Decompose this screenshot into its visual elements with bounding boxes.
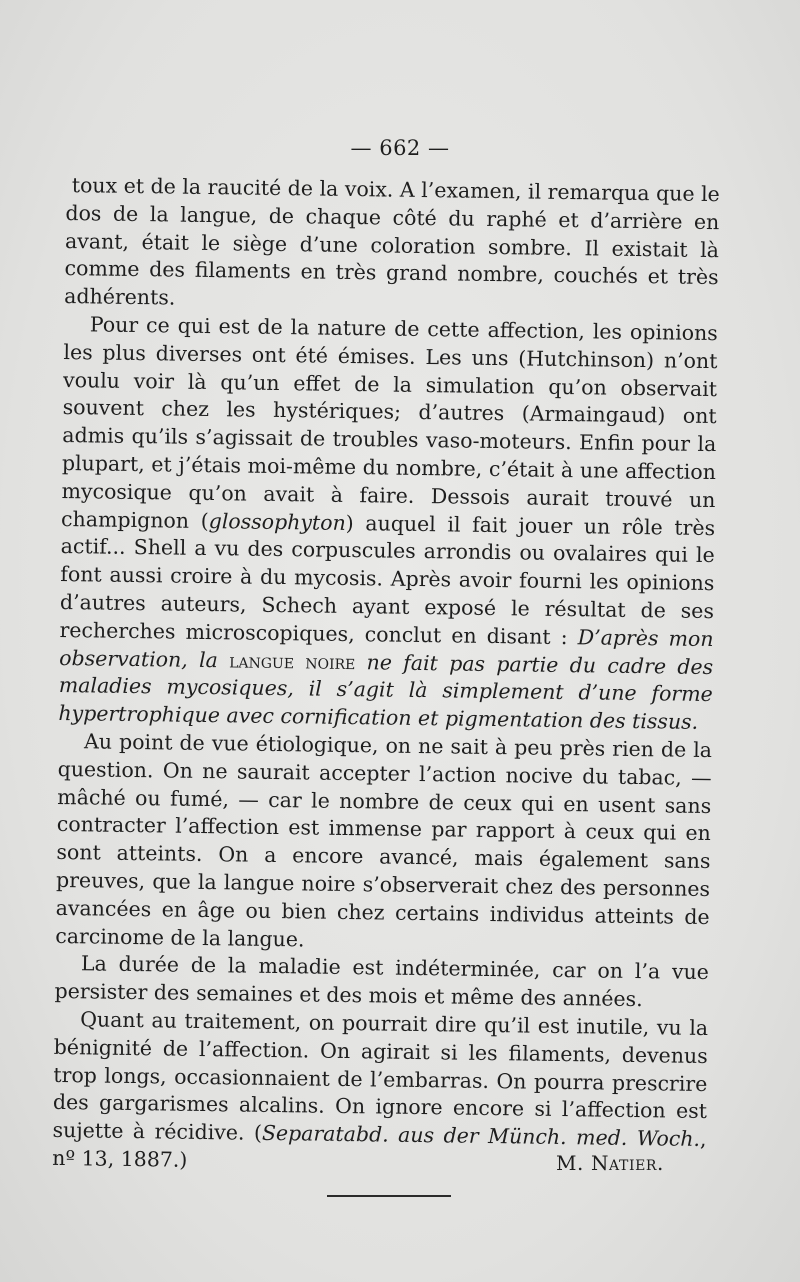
author-signature: M. Natier. — [555, 1151, 664, 1175]
nature-intro-text: Pour ce qui est de la nature de cette affection, les opinions les plus diverses ont été émises. Les uns (Hutchinson) n’ont voulu voir là qu’un effet de la simulation qu’on observait souvent chez les hystériques; d’autres (Armaingaud) ont admis qu’ils s’agissait de troubles vaso-moteurs. Enfin pour la plupart, et j’étais moi-même du nombre, c’était à une affection mycosique qu’on avait à faire. Dessois aurait trouvé un champignon ( — [60, 312, 718, 533]
schech-quote-start: D’après mon observation, la — [59, 624, 714, 672]
nature-middle-text: ) auquel il fait jouer un rôle très actif... Shell a vu des corpuscules arrondis ou ovalaires qui le font aussi croire à du mycosis. Après avoir fourni les opinions d’autres auteurs, Schech ayant exposé le résultat de ses recherches microscopiques, conclut en disant : — [59, 510, 716, 649]
langue-noire-smallcaps: langue noire — [229, 647, 356, 674]
page-number: — 662 — — [350, 136, 450, 160]
paragraph-nature — [58, 311, 718, 737]
glossophyton-term: glossophyton — [208, 508, 346, 535]
paragraph-duration: La durée de la maladie est indéterminée, car on l’a vue persister des semaines et des mois et même des années. — [54, 951, 710, 1012]
citation-end: , nº 13, 1887.) — [52, 1127, 707, 1172]
paragraph-etiology: Au point de vue étiologique, on ne sait à peu près rien de la question. On ne saurait accepter l’action nocive du tabac, — mâché ou fumé, — car le nombre de ceux qui en usent sans contracter l’affection est immense par rapport à ceux qui en sont atteints. On a encore avancé, mais également sans preuves, que la langue noire s’observerait chez des personnes avancées en âge ou bien chez certains individus atteints de carcinome de la langue. — [55, 729, 713, 951]
section-divider — [327, 1195, 451, 1197]
treatment-text: Quant au traitement, on pourrait dire qu’il est inutile, vu la bénignité de l’affection. On agirait si les filaments, devenus trop longs, occasionnaient de l’embarras. On pourra prescrire des gargarismes alcalins. On ignore encore si l’affection est sujette à récidive. ( — [52, 1007, 709, 1145]
paragraph-symptoms: toux et de la raucité de la voix. A l’examen, il remarqua que le dos de la langue, de chaque côté du raphé et d’arrière en avant, était le siège d’une coloration sombre. Il existait là comme des filaments en très grand nombre, couchés et très adhérents. — [64, 173, 720, 310]
citation-source: Separatabd. aus der Münch. med. Woch. — [261, 1120, 701, 1152]
schech-quote-end: ne fait pas partie du cadre des maladies mycosiques, il s’agit là simplement d’une forme hypertrophique avec cornification et pigmentation des tissus. — [58, 649, 714, 735]
article-body — [52, 172, 720, 1182]
